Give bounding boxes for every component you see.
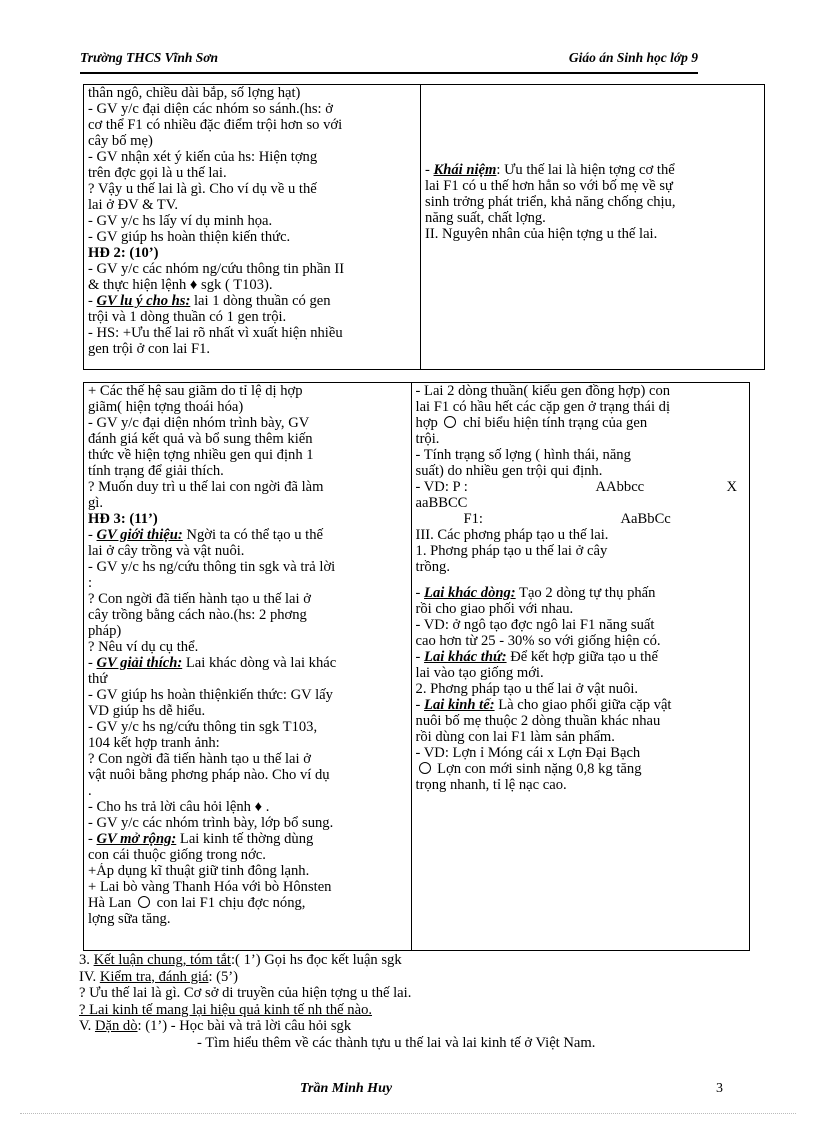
- text-line: lai ở ĐV & TV.: [88, 197, 179, 213]
- school-name: Trường THCS Vĩnh Sơn: [80, 50, 219, 65]
- text-line: con cái thuộc giống trong nớc.: [88, 847, 266, 863]
- note-label: Lai kinh tế:: [424, 697, 495, 713]
- text-line: trội và 1 dòng thuần có 1 gen trội.: [88, 309, 287, 325]
- text-line: gì.: [88, 495, 103, 511]
- content-column: [421, 85, 764, 369]
- page-header: [80, 48, 698, 74]
- text-line: trội.: [415, 431, 440, 447]
- text-line: - GV y/c đại diện các nhóm so sánh.(hs: ở: [88, 101, 333, 117]
- note-label: Lai khác dòng:: [424, 585, 516, 601]
- text-line: - Lai kinh tế: Là cho giao phối giữa cặp vật: [415, 697, 672, 713]
- text-line: V. Dặn dò: (1’) - Học bài và trả lời câu hỏi sgk: [79, 1018, 352, 1034]
- text-line: lai F1 có u thế hơn hẳn so với bố mẹ về sự: [425, 178, 673, 194]
- note-label: Lai khác thứ:: [424, 649, 507, 665]
- note-label: GV mở rộng:: [96, 831, 177, 847]
- text-line: - Cho hs trả lời câu hỏi lệnh ♦ .: [88, 799, 270, 815]
- text-line: rồi cho giao phối với nhau.: [415, 601, 574, 617]
- activity-heading: HĐ 2: (10’): [88, 245, 159, 261]
- text-line: lai vào tạo giống mới.: [415, 665, 544, 681]
- lesson-conclusion: [79, 952, 719, 1051]
- text-line: - GV y/c các nhóm trình bày, lớp bổ sung.: [88, 815, 334, 831]
- text-line: 3. Kết luận chung, tóm tắt:( 1’) Gọi hs đọc kết luận sgk: [79, 952, 402, 968]
- text-line: ? Ưu thế lai là gì. Cơ sở di truyền của hiện tợng u thế lai.: [79, 985, 412, 1001]
- text-line: Hà Lan con lai F1 chịu đợc nóng,: [88, 895, 306, 911]
- term-label: Khái niệm: [433, 162, 497, 178]
- text-line: + Các thế hệ sau giãm do tỉ lệ dị hợp: [88, 383, 303, 399]
- section-heading: III. Các phơng pháp tạo u thế lai.: [415, 527, 609, 543]
- text-line: - GV y/c các nhóm ng/cứu thông tin phần II: [88, 261, 345, 277]
- arrow-circle-icon: [419, 762, 431, 774]
- activity-heading: HĐ 3: (11’): [88, 511, 158, 527]
- text-line: đánh giá kết quả và bổ sung thêm kiến: [88, 431, 313, 447]
- text-line: 104 kết hợp tranh ảnh:: [88, 735, 220, 751]
- teacher-activity-column: [84, 383, 412, 950]
- text-line: - GV nhận xét ý kiến của hs: Hiện tợng: [88, 149, 318, 165]
- text-line: :: [88, 575, 93, 591]
- text-line: sinh trởng phát triển, khả năng chống chịu,: [425, 194, 676, 210]
- text-line: trọng nhanh, tỉ lệ nạc cao.: [415, 777, 567, 793]
- text-line: - Lai khác dòng: Tạo 2 dòng tự thụ phấn: [415, 585, 656, 601]
- text-line: - VD: P : AAbbcc X: [415, 479, 737, 495]
- text-line: - GV y/c hs ng/cứu thông tin sgk T103,: [88, 719, 318, 735]
- section-heading: 2. Phơng pháp tạo u thế lai ở vật nuôi.: [415, 681, 639, 697]
- text-line: lai F1 có hầu hết các cặp gen ở trạng thái dị: [415, 399, 671, 415]
- text-line: - Tính trạng số lợng ( hình thái, năng: [415, 447, 631, 463]
- text-line: suất) do nhiều gen trội qui định.: [415, 463, 603, 479]
- text-line: - GV y/c hs lấy ví dụ minh họa.: [88, 213, 273, 229]
- text-line: ? Con ngời đã tiến hành tạo u thế lai ở: [88, 751, 311, 767]
- text-line: - HS: +Ưu thế lai rõ nhất vì xuất hiện nhiều: [88, 325, 343, 341]
- text-line: thứ: [88, 671, 108, 687]
- text-line: lai ở cây trồng và vật nuôi.: [88, 543, 245, 559]
- text-line: cây trồng bằng cách nào.(hs: 2 phơng: [88, 607, 307, 623]
- text-line: năng suất, chất lợng.: [425, 210, 546, 226]
- teacher-activity-column: [84, 85, 421, 369]
- text-line: - GV giúp hs hoàn thiệnkiến thức: GV lấy: [88, 687, 333, 703]
- note-label: GV lu ý cho hs:: [96, 293, 191, 309]
- text-line: ? Muốn duy trì u thế lai con ngời đã làm: [88, 479, 324, 495]
- text-line: - Khái niệm: Ưu thế lai là hiện tợng cơ thể: [425, 162, 675, 178]
- text-line: cây bố mẹ): [88, 133, 153, 149]
- text-line: .: [88, 783, 92, 799]
- page-number: 3: [716, 1081, 723, 1096]
- text-line: - Tìm hiểu thêm về các thành tựu u thế lai và lai kinh tế ở Việt Nam.: [197, 1034, 596, 1051]
- text-line: ? Vậy u thế lai là gì. Cho ví dụ về u thế: [88, 181, 317, 197]
- text-line: - GV giúp hs hoàn thiện kiến thức.: [88, 229, 291, 245]
- text-line: IV. Kiểm tra, đánh giá: (5’): [79, 968, 239, 985]
- text-line: - GV lu ý cho hs: lai 1 dòng thuần có gen: [88, 293, 331, 309]
- text-line: rồi dùng con lai F1 làm sản phẩm.: [415, 729, 615, 745]
- text-line: ? Con ngời đã tiến hành tạo u thế lai ở: [88, 591, 311, 607]
- text-line: trồng.: [415, 559, 450, 575]
- text-line: - GV giải thích: Lai khác dòng và lai khác: [88, 655, 337, 671]
- text-line: + Lai bò vàng Thanh Hóa với bò Hônsten: [88, 879, 332, 895]
- arrow-circle-icon: [444, 416, 456, 428]
- text-line: - GV giới thiệu: Ngời ta có thể tạo u thế: [88, 527, 323, 543]
- page-divider: [20, 1113, 796, 1114]
- text-line: vật nuôi bằng phơng pháp nào. Cho ví dụ: [88, 767, 330, 783]
- text-line: thân ngô, chiều dài bắp, số lợng hạt): [88, 85, 301, 101]
- text-line: giãm( hiện tợng thoái hóa): [88, 399, 244, 415]
- note-label: GV giải thích:: [96, 655, 183, 671]
- text-line: Lợn con mới sinh nặng 0,8 kg tăng: [416, 761, 743, 777]
- text-line: thức về hiện tợng nhiều gen qui định 1: [88, 447, 314, 463]
- text-line: trên đợc gọi là u thế lai.: [88, 165, 227, 181]
- subject-title: Giáo án Sinh học lớp 9: [568, 50, 698, 65]
- text-line: F1: AaBbCc: [463, 511, 671, 527]
- text-line: pháp): [88, 623, 122, 639]
- text-line: VD giúp hs dễ hiểu.: [88, 703, 206, 719]
- author-name: Trần Minh Huy: [300, 1081, 393, 1096]
- arrow-circle-icon: [138, 896, 150, 908]
- text-line: - GV y/c hs ng/cứu thông tin sgk và trả lời: [88, 559, 336, 575]
- lesson-table-1: [83, 84, 765, 370]
- text-line: lợng sữa tăng.: [88, 911, 171, 927]
- text-line: tính trạng để giải thích.: [88, 463, 224, 479]
- text-line: - VD: Lợn ỉ Móng cái x Lợn Đại Bạch: [415, 745, 641, 761]
- note-label: GV giới thiệu:: [96, 527, 183, 543]
- text-line: 1. Phơng pháp tạo u thế lai ở cây: [415, 543, 608, 559]
- text-line: - Lai 2 dòng thuần( kiểu gen đồng hợp) con: [415, 383, 671, 399]
- content-column: [412, 383, 749, 950]
- section-heading: II. Nguyên nhân của hiện tợng u thế lai.: [425, 226, 658, 242]
- text-line: cao hơn từ 25 - 30% so với giống hiện có.: [415, 633, 661, 649]
- text-line: +Áp dụng kĩ thuật giữ tinh đông lạnh.: [88, 863, 310, 879]
- text-line: gen trội ở con lai F1.: [88, 341, 211, 357]
- text-line: ? Nêu ví dụ cụ thể.: [88, 639, 199, 655]
- text-line: hợp chỉ biểu hiện tính trạng của gen: [415, 415, 648, 431]
- text-line: - GV y/c đại diện nhóm trình bày, GV: [88, 415, 310, 431]
- text-line: & thực hiện lệnh ♦ sgk ( T103).: [88, 277, 273, 293]
- text-line: - VD: ở ngô tạo đợc ngô lai F1 năng suất: [415, 617, 655, 633]
- text-line: nuôi bố mẹ thuộc 2 dòng thuần khác nhau: [415, 713, 661, 729]
- text-line: - Lai khác thứ: Để kết hợp giữa tạo u thế: [415, 649, 658, 665]
- text-line: aaBBCC: [415, 495, 468, 511]
- lesson-table-2: [83, 382, 750, 951]
- text-line: cơ thể F1 có nhiều đặc điểm trội hơn so với: [88, 117, 343, 133]
- text-line: ? Lai kinh tế mang lại hiệu quả kinh tế nh thế nào.: [79, 1001, 373, 1018]
- text-line: - GV mở rộng: Lai kinh tế thờng dùng: [88, 831, 314, 847]
